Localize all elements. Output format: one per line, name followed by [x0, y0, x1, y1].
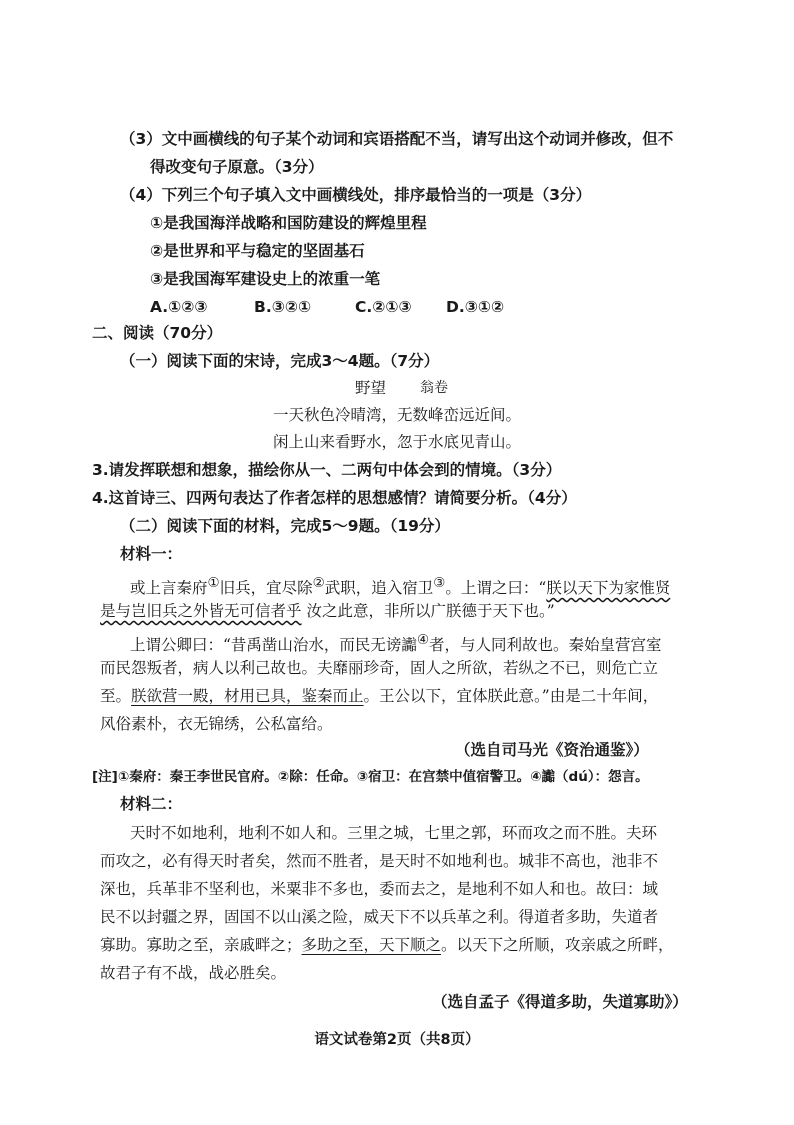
m1-text: 。王公以下，宜体朕此意。”由是二十年间， [363, 687, 659, 705]
m1-text: 汝之此意，非所以广朕德于天下也。” [301, 602, 555, 620]
m1-paragraph-1-line-2 [100, 601, 555, 621]
q4-option-a: A.①②③ [150, 298, 208, 316]
m1-paragraph-2-line-2: 而民怨叛者，病人以利己故也。夫靡丽珍奇，固人之所欲，若纵之不已，则危亡立 [100, 659, 659, 677]
wavy-underlined-sentence-cont: 是与岂旧兵之外皆无可信者乎 [100, 602, 302, 620]
m2-text: 。以天下之所顺，攻亲戚之所畔， [441, 936, 674, 954]
m2-text: 寡助。寡助之至，亲戚畔之； [100, 936, 302, 954]
q3-line-1: （3）文中画横线的句子某个动词和宾语搭配不当，请写出这个动词并修改，但不 [120, 130, 674, 148]
m1-text: 上谓公卿曰：“昔禹凿山治水，而民无谤讟 [130, 636, 417, 655]
poem-line-2: 闲上山来看野水，忽于水底见青山。 [272, 433, 521, 451]
q4-stem: （4）下列三个句子填入文中画横线处，排序最恰当的一项是（3分） [120, 186, 592, 204]
note-marker-4: ④ [416, 632, 430, 648]
wavy-underlined-sentence: 朕以天下为家惟贤 [546, 579, 671, 598]
m2-line-5 [100, 935, 674, 955]
m1-paragraph-2-line-4: 风俗素朴，衣无锦绣，公私富给。 [100, 715, 333, 733]
note-marker-2: ② [312, 575, 325, 591]
q4-sentence-3: ③是我国海军建设史上的浓重一笔 [150, 270, 381, 288]
m1-text: 旧兵，宜尽除 [219, 579, 313, 598]
question-3: 3.请发挥联想和想象，描绘你从一、二两句中体会到的情境。（3分） [92, 461, 562, 479]
m2-line-1: 天时不如地利，地利不如人和。三里之城，七里之郭，环而攻之而不胜。夫环 [130, 824, 658, 842]
m2-line-2: 而攻之，必有得天时者矣，然而不胜者，是天时不如地利也。城非不高也，池非不 [100, 852, 659, 870]
note-marker-3: ③ [433, 575, 446, 591]
q4-option-b: B.③②① [254, 298, 312, 316]
poem-author: 翁卷 [420, 380, 448, 396]
material-1-source: （选自司马光《资治通鉴》） [455, 741, 649, 759]
m1-text: 武职，追入宿卫 [324, 579, 434, 598]
material-2-source: （选自孟子《得道多助，失道寡助》） [432, 993, 688, 1011]
section-2-title: 二、阅读（70分） [92, 324, 223, 342]
page-footer: 语文试卷第2页（共8页） [314, 1032, 480, 1048]
m2-line-4: 民不以封疆之界，固国不以山溪之险，威天下不以兵革之利。得道者多助，失道者 [100, 908, 659, 926]
q3-line-2: 得改变句子原意。（3分） [150, 158, 324, 176]
underlined-sentence: 多助之至，天下顺之 [301, 936, 442, 954]
q4-sentence-1: ①是我国海洋战略和国防建设的辉煌里程 [150, 214, 427, 232]
poem-line-1: 一天秋色冷晴湾，无数峰峦远近间。 [272, 406, 521, 424]
part-1-intro: （一）阅读下面的宋诗，完成3～4题。（7分） [120, 352, 440, 370]
q4-sentence-2: ②是世界和平与稳定的坚固基石 [150, 242, 365, 260]
m1-text: 或上言秦府 [130, 579, 208, 598]
material-1-notes: [注]①秦府：秦王李世民官府。②除：任命。③宿卫：在宫禁中值宿警卫。④讟（dú）：怨言。 [92, 769, 649, 785]
material-1-label: 材料一： [120, 545, 183, 563]
m2-line-3: 深也，兵革非不坚利也，米粟非不多也，委而去之，是地利不如人和也。故曰：域 [100, 880, 659, 898]
material-2-label: 材料二： [120, 795, 183, 813]
m2-line-6: 故君子有不战，战必胜矣。 [100, 964, 287, 982]
m1-paragraph-2-line-3 [100, 686, 658, 706]
q4-option-d: D.③①② [446, 298, 505, 316]
m1-text: 。上谓之曰：“ [445, 579, 547, 598]
question-4: 4.这首诗三、四两句表达了作者怎样的思想感情？请简要分析。（4分） [92, 489, 577, 507]
m1-text: 至。 [100, 687, 132, 705]
m1-paragraph-1-line-1 [130, 573, 670, 598]
part-2-intro: （二）阅读下面的材料，完成5～9题。（19分） [120, 517, 450, 535]
m1-paragraph-2-line-1 [130, 630, 662, 655]
m1-text: 者，与人同利故也。秦始皇营宫室 [429, 636, 662, 655]
q4-option-c: C.②①③ [355, 298, 412, 316]
poem-title: 野望 [355, 379, 387, 397]
note-marker-1: ① [207, 575, 220, 591]
underlined-sentence: 朕欲营一殿，材用已具，鉴秦而止 [131, 687, 364, 705]
